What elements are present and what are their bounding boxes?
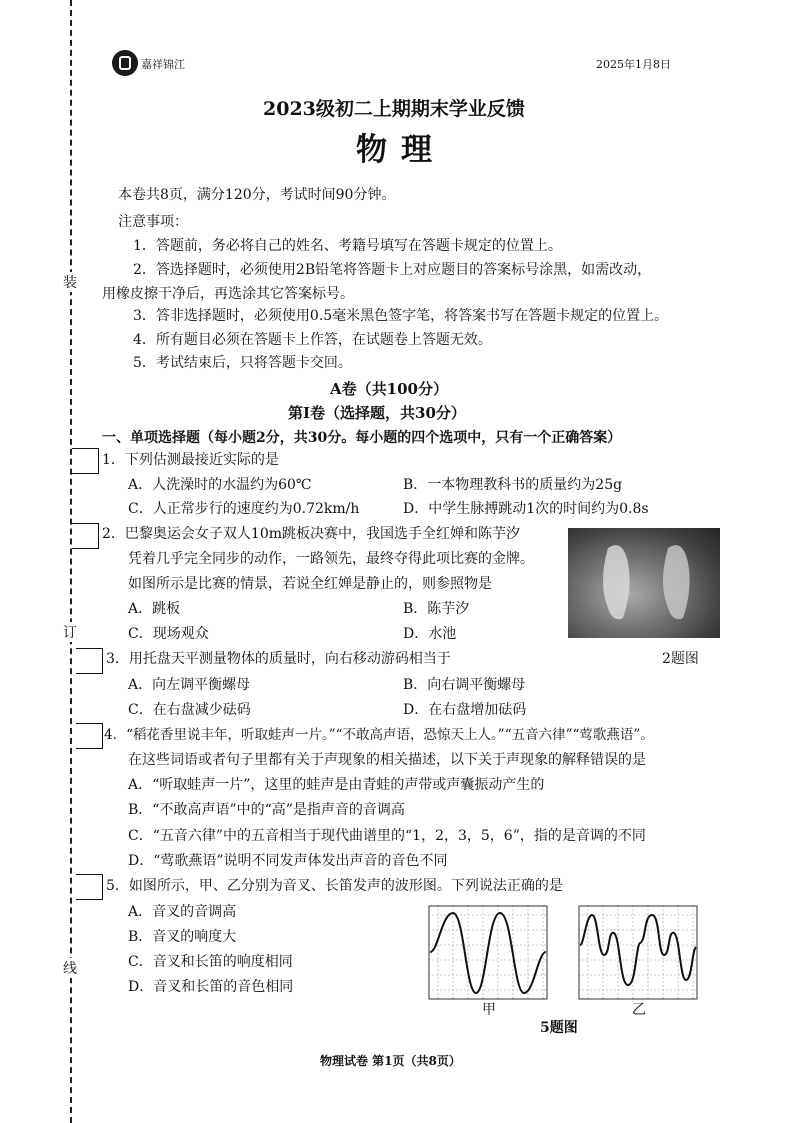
q2-line1: 2．巴黎奥运会女子双人10m跳板决赛中，我国选手全红婵和陈芋汐 xyxy=(102,526,520,542)
tuning-fork-waveform xyxy=(428,905,548,1000)
exam-date: 2025年1月8日 xyxy=(596,58,671,71)
diving-photo xyxy=(568,528,720,638)
note-item: 2．答选择题时，必须使用2B铅笔将答题卡上对应题目的答案标号涂黑，如需改动， xyxy=(133,262,652,278)
single-choice-heading: 一、单项选择题（每小题2分，共30分。每小题的四个选项中，只有一个正确答案） xyxy=(102,430,622,446)
school-logo-icon xyxy=(112,50,138,76)
q3-option-c: C．在右盘减少砝码 xyxy=(128,702,251,718)
q3-option-b: B．向右调平衡螺母 xyxy=(403,677,526,693)
binding-char-xian: 线 xyxy=(63,958,77,978)
answer-box-q4[interactable] xyxy=(76,723,103,749)
answer-box-q5[interactable] xyxy=(76,874,103,900)
q2-option-b: B．陈芋汐 xyxy=(403,601,470,617)
binding-line xyxy=(70,0,72,1123)
note-item: 4．所有题目必须在答题卡上作答，在试题卷上答题无效。 xyxy=(133,332,492,348)
part1-heading: 第Ⅰ卷（选择题，共30分） xyxy=(288,404,466,422)
notes-heading: 注意事项： xyxy=(118,214,188,230)
q2-figure-caption: 2题图 xyxy=(662,651,699,667)
binding-char-zhuang: 装 xyxy=(63,272,77,292)
q5-option-d: D．音叉和长笛的音色相同 xyxy=(128,979,294,995)
answer-box-q3[interactable] xyxy=(76,648,103,674)
q1-option-d: D．中学生脉搏跳动1次的时间约为0.8s xyxy=(403,501,649,517)
q4-line2: 在这些词语或者句子里都有关于声现象的相关描述，以下关于声现象的解释错误的是 xyxy=(128,752,646,768)
q4-line1: 4．“稻花香里说丰年，听取蛙声一片。”“不敢高声语，恐惊天上人。”“五音六律”“莺歌燕语”。 xyxy=(104,727,654,743)
q2-option-d: D．水池 xyxy=(403,626,457,642)
q5-option-b: B．音叉的响度大 xyxy=(128,929,237,945)
answer-box-q2[interactable] xyxy=(72,523,99,549)
note-item: 用橡皮擦干净后，再选涂其它答案标号。 xyxy=(102,286,354,302)
binding-char-ding: 订 xyxy=(63,622,77,642)
q4-option-d: D．“莺歌燕语”说明不同发声体发出声音的音色不同 xyxy=(128,853,448,869)
q1-option-a: A．人洗澡时的水温约为60℃ xyxy=(128,477,312,493)
q4-option-b: B．“不敢高声语”中的“高”是指声音的音调高 xyxy=(128,802,405,818)
school-name: 嘉祥锦江 xyxy=(141,58,185,71)
flute-waveform xyxy=(578,905,698,1000)
q2-option-a: A．跳板 xyxy=(128,601,181,617)
q5-option-a: A．音叉的音调高 xyxy=(128,904,237,920)
q5-stem: 5．如图所示，甲、乙分别为音叉、长笛发声的波形图。下列说法正确的是 xyxy=(106,878,563,894)
subject-title: 物理 xyxy=(356,132,446,168)
q2-line2: 凭着几乎完全同步的动作，一路领先，最终夺得此项比赛的金牌。 xyxy=(128,551,534,567)
section-a-heading: A卷（共100分） xyxy=(330,380,448,398)
answer-box-q1[interactable] xyxy=(72,448,99,474)
note-item: 3．答非选择题时，必须使用0.5毫米黑色签字笔，将答案书写在答题卡规定的位置上。 xyxy=(133,308,669,324)
q3-option-a: A．向左调平衡螺母 xyxy=(128,677,251,693)
q2-option-c: C．现场观众 xyxy=(128,626,209,642)
q4-option-c: C．“五音六律”中的五音相当于现代曲谱里的“1，2，3，5，6”，指的是音调的不同 xyxy=(128,828,646,844)
q5-option-c: C．音叉和长笛的响度相同 xyxy=(128,954,293,970)
page-footer: 物理试卷 第1页（共8页） xyxy=(320,1054,461,1068)
note-item: 5．考试结束后，只将答题卡交回。 xyxy=(133,355,352,371)
q5-figure-caption: 5题图 xyxy=(540,1020,578,1036)
q3-stem: 3．用托盘天平测量物体的质量时，向右移动游码相当于 xyxy=(106,651,451,667)
exam-title: 2023级初二上期期末学业反馈 xyxy=(263,98,525,120)
q4-option-a: A．“听取蛙声一片”，这里的蛙声是由青蛙的声带或声囊振动产生的 xyxy=(128,777,545,793)
q2-line3: 如图所示是比赛的情景，若说全红婵是静止的，则参照物是 xyxy=(128,576,492,592)
q1-option-b: B．一本物理教科书的质量约为25g xyxy=(403,477,623,493)
waveform-label-jia: 甲 xyxy=(482,1002,496,1018)
q3-option-d: D．在右盘增加砝码 xyxy=(403,702,527,718)
q1-stem: 1．下列估测最接近实际的是 xyxy=(102,452,279,468)
note-item: 1．答题前，务必将自己的姓名、考籍号填写在答题卡规定的位置上。 xyxy=(133,238,562,254)
waveform-label-yi: 乙 xyxy=(632,1002,646,1018)
q1-option-c: C．人正常步行的速度约为0.72km/h xyxy=(128,501,360,517)
intro-text: 本卷共8页，满分120分，考试时间90分钟。 xyxy=(118,187,396,203)
